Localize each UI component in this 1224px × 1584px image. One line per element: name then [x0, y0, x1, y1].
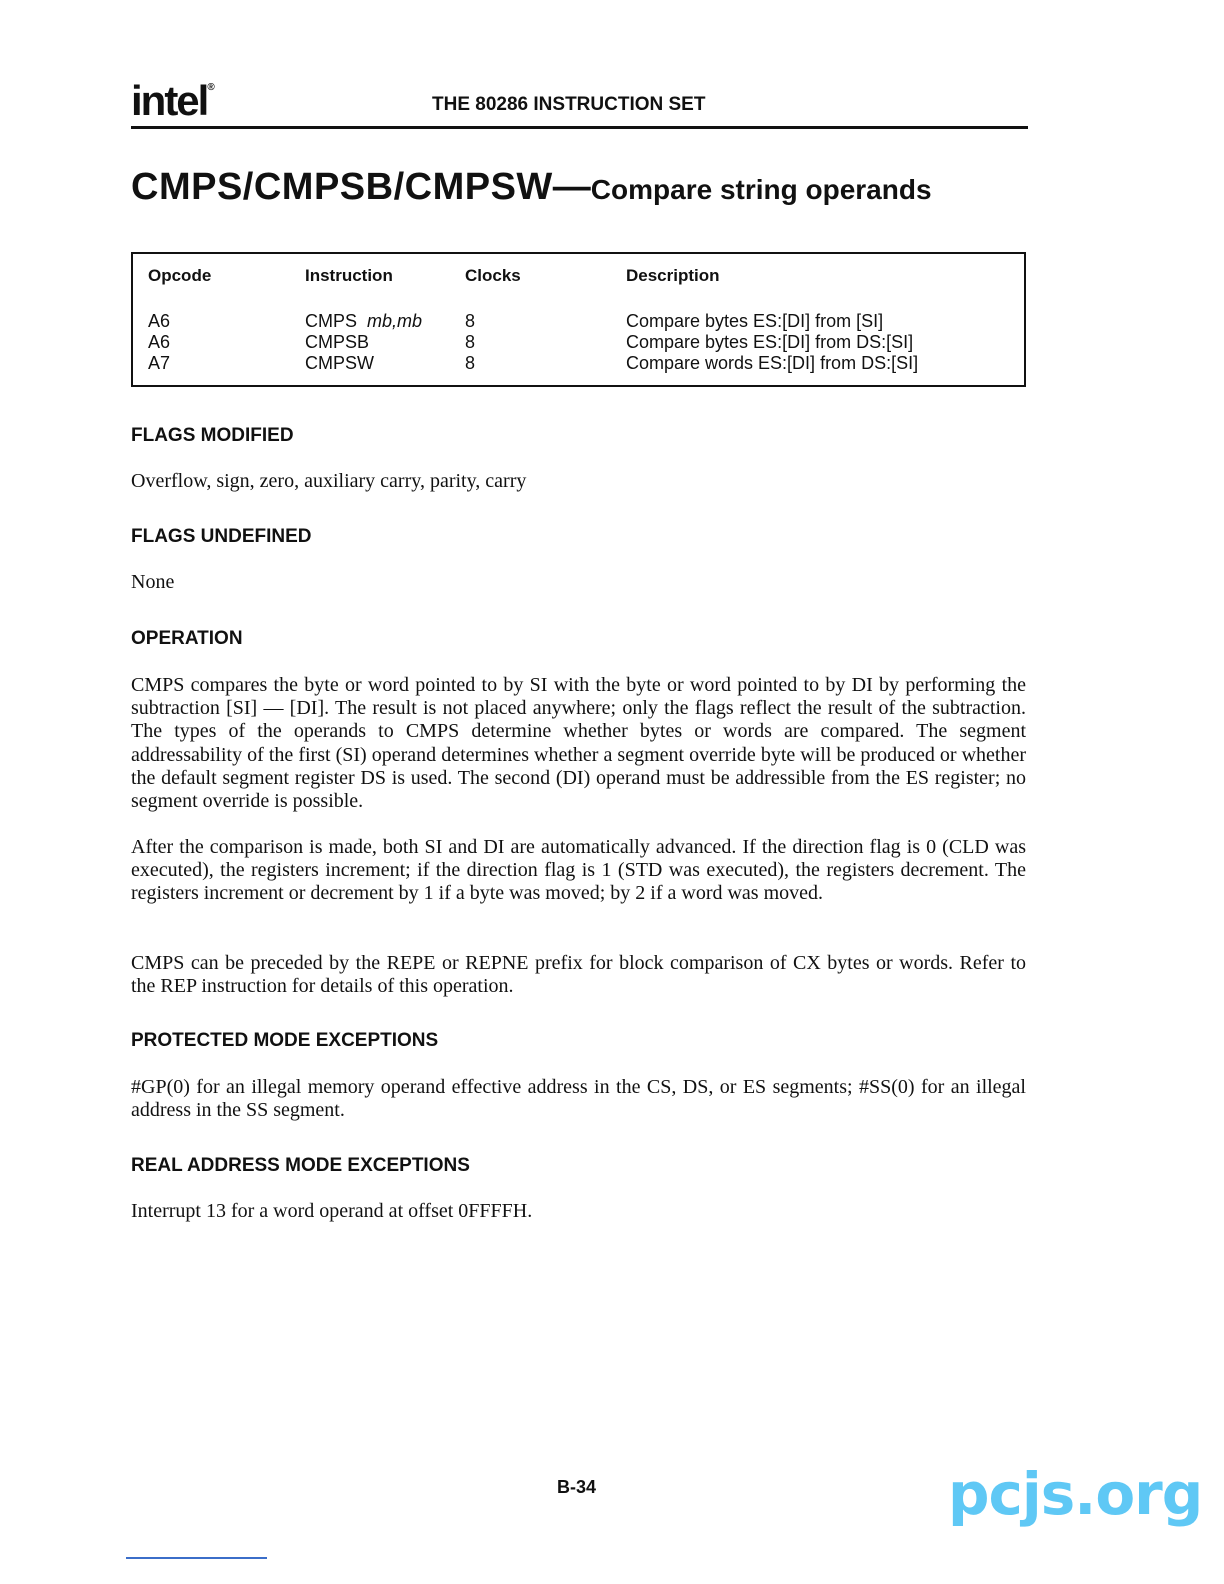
row-opcode: A6 — [148, 332, 171, 352]
row-opcode: A7 — [148, 353, 171, 373]
row-description: Compare bytes ES:[DI] from DS:[SI] — [626, 332, 914, 352]
header-rule — [131, 126, 1028, 129]
row-operands: mb,mb — [367, 311, 423, 331]
row-opcode: A6 — [148, 311, 171, 331]
operation-paragraph-2: After the comparison is made, both SI and DI are automatically advanced. If the direction flag is 0 (CLD was executed), the registers increment; if the direction flag is 1 (STD was executed), the registers decrement. The registers increment or decrement by 1 if a byte was moved; by 2 if a word was moved. — [131, 836, 1026, 905]
row-instruction: CMPS mb,mb — [305, 311, 423, 331]
flags-modified-text: Overflow, sign, zero, auxiliary carry, parity, carry — [131, 470, 527, 492]
opcode-table — [131, 252, 1026, 387]
bottom-link-line — [126, 1557, 267, 1559]
header-description: Description — [626, 266, 720, 285]
real-mode-text: Interrupt 13 for a word operand at offset 0FFFFH. — [131, 1200, 533, 1222]
table-row — [148, 311, 170, 332]
page-number: B-34 — [557, 1477, 597, 1497]
table-row — [148, 332, 170, 353]
page-title — [131, 166, 932, 209]
header-opcode: Opcode — [148, 266, 212, 285]
title-dash: — — [552, 166, 591, 208]
flags-undefined-text: None — [131, 571, 175, 593]
row-instruction: CMPSW — [305, 353, 374, 373]
row-clocks: 8 — [465, 332, 476, 352]
row-instruction: CMPSB — [305, 332, 370, 352]
protected-mode-heading: PROTECTED MODE EXCEPTIONS — [131, 1030, 439, 1051]
table-row — [148, 353, 170, 374]
title-subtitle: Compare string operands — [590, 174, 932, 205]
row-description: Compare words ES:[DI] from DS:[SI] — [626, 353, 919, 373]
real-mode-heading: REAL ADDRESS MODE EXCEPTIONS — [131, 1155, 470, 1176]
pcjs-watermark: pcjs.org — [948, 1460, 1203, 1528]
row-description: Compare bytes ES:[DI] from [SI] — [626, 311, 884, 331]
running-head: THE 80286 INSTRUCTION SET — [432, 94, 706, 115]
header-clocks: Clocks — [465, 266, 521, 285]
header-instruction: Instruction — [305, 266, 393, 285]
operation-paragraph-1: CMPS compares the byte or word pointed to by SI with the byte or word pointed to by DI by performing the subtraction [SI] — [DI]. The result is not placed anywhere; only the flags reflect the result of the subtraction. The types of the operands to CMPS determine whether bytes or words are compared. The segment addressability of the first (SI) operand determines whether a segment override byte will be produced or whether the default segment register DS is used. The second (DI) operand must be addressible from the ES register; no segment override is possible. — [131, 674, 1026, 813]
title-mnemonics: CMPS/CMPSB/CMPSW — [131, 166, 553, 208]
flags-modified-heading: FLAGS MODIFIED — [131, 425, 294, 446]
row-clocks: 8 — [465, 353, 476, 373]
flags-undefined-heading: FLAGS UNDEFINED — [131, 526, 312, 547]
operation-paragraph-3: CMPS can be preceded by the REPE or REPNE prefix for block comparison of CX bytes or words. Refer to the REP instruction for details of this operation. — [131, 952, 1026, 998]
protected-mode-text: #GP(0) for an illegal memory operand effective address in the CS, DS, or ES segments; #SS(0) for an illegal address in the SS segment. — [131, 1076, 1026, 1122]
row-clocks: 8 — [465, 311, 476, 331]
operation-heading: OPERATION — [131, 628, 243, 649]
intel-logo: intel® — [131, 77, 215, 124]
